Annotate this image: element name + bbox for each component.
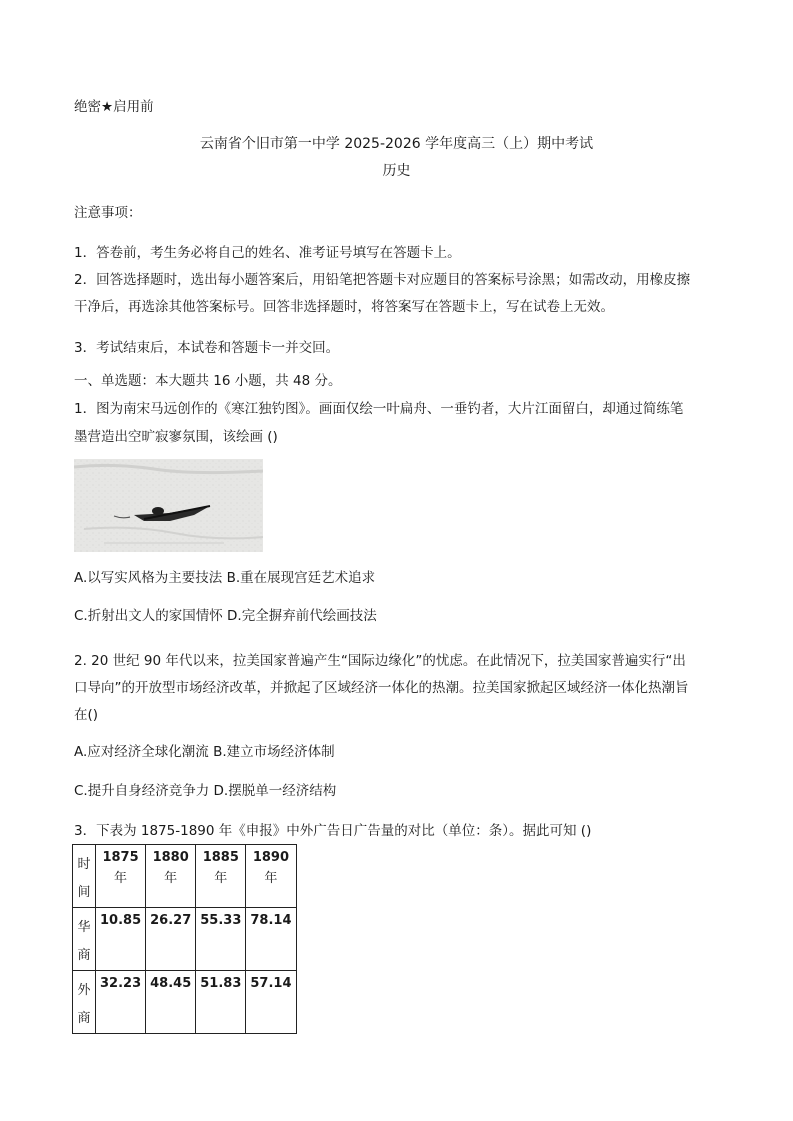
table-cell — [96, 908, 146, 971]
table-cell — [196, 908, 246, 971]
year-number: 1875 — [102, 850, 139, 865]
exam-title: 云南省个旧市第一中学 2025-2026 学年度高三（上）期中考试 — [199, 136, 594, 152]
table-cell — [96, 971, 146, 1034]
row-label-char: 商 — [77, 948, 91, 963]
year-number: 1880 — [152, 850, 189, 865]
table-cell — [146, 908, 196, 971]
q3-stem: 3．下表为 1875-1890 年《申报》中外广告日广告量的对比（单位：条）。据此可知 () — [74, 823, 592, 839]
table-cell — [146, 971, 196, 1034]
ad-comparison-table — [72, 844, 297, 1034]
table-header-label — [73, 845, 96, 908]
section-title: 一、单选题：本大题共 16 小题，共 48 分。 — [74, 373, 342, 389]
year-suffix: 年 — [164, 871, 178, 886]
year-number: 1885 — [202, 850, 239, 865]
year-suffix: 年 — [214, 871, 228, 886]
year-suffix: 年 — [114, 871, 128, 886]
table-year-1885 — [196, 845, 246, 908]
table-year-1890 — [246, 845, 296, 908]
table-year-1875 — [96, 845, 146, 908]
notice-item-1: 1．答卷前，考生务必将自己的姓名、准考证号填写在答题卡上。 — [74, 245, 461, 261]
q2-options-line-2: C.提升自身经济竞争力 D.摆脱单一经济结构 — [74, 783, 337, 799]
q1-stem-line-1: 1．图为南宋马远创作的《寒江独钓图》。画面仅绘一叶扁舟、一垂钓者，大片江面留白，却通过简练笔 — [74, 401, 684, 417]
q1-stem-line-2: 墨营造出空旷寂寥氛围，该绘画 () — [74, 429, 278, 445]
q1-options-line-1: A.以写实风格为主要技法 B.重在展现宫廷艺术追求 — [74, 570, 376, 586]
subject-title: 历史 — [382, 163, 411, 179]
row-label-char: 商 — [77, 1011, 91, 1026]
notice-title: 注意事项： — [74, 205, 142, 221]
painting-image — [74, 459, 263, 552]
cell-value: 51.83 — [200, 976, 242, 991]
notice-item-3: 3．考试结束后，本试卷和答题卡一并交回。 — [74, 340, 340, 356]
table-row — [73, 971, 297, 1034]
year-suffix: 年 — [264, 871, 278, 886]
secret-mark: 绝密★启用前 — [74, 99, 154, 115]
year-number: 1890 — [252, 850, 290, 865]
table-header-char: 时 — [77, 857, 91, 872]
notice-item-2-line-2: 干净后，再选涂其他答案标号。回答非选择题时，将答案写在答题卡上，写在试卷上无效。 — [74, 299, 614, 315]
table-cell — [246, 908, 296, 971]
row-label-char: 外 — [77, 983, 91, 998]
cell-value: 10.85 — [100, 913, 142, 928]
cell-value: 57.14 — [250, 976, 292, 991]
q2-stem-line-3: 在() — [74, 707, 99, 723]
cell-value: 32.23 — [100, 976, 142, 991]
row-label-foreign-merchants — [73, 971, 96, 1034]
q2-stem-line-1: 2. 20 世纪 90 年代以来，拉美国家普遍产生“国际边缘化”的忧虑。在此情况下，拉美国家普遍实行“出 — [74, 653, 686, 669]
cell-value: 55.33 — [200, 913, 242, 928]
row-label-chinese-merchants — [73, 908, 96, 971]
q2-stem-line-2: 口导向”的开放型市场经济改革，并掀起了区域经济一体化的热潮。拉美国家掀起区域经济一体化热潮旨 — [74, 680, 689, 696]
table-year-1880 — [146, 845, 196, 908]
table-header-row — [73, 845, 297, 908]
notice-item-2-line-1: 2．回答选择题时，选出每小题答案后，用铅笔把答题卡对应题目的答案标号涂黑；如需改动，用橡皮擦 — [74, 272, 691, 288]
painting-illustration — [74, 459, 263, 552]
cell-value: 78.14 — [250, 913, 292, 928]
table-cell — [246, 971, 296, 1034]
row-label-char: 华 — [77, 920, 91, 935]
table-header-char: 间 — [77, 885, 91, 900]
cell-value: 26.27 — [150, 913, 192, 928]
q2-options-line-1: A.应对经济全球化潮流 B.建立市场经济体制 — [74, 744, 335, 760]
cell-value: 48.45 — [150, 976, 192, 991]
q1-options-line-2: C.折射出文人的家国情怀 D.完全摒弃前代绘画技法 — [74, 608, 377, 624]
table-cell — [196, 971, 246, 1034]
table-row — [73, 908, 297, 971]
